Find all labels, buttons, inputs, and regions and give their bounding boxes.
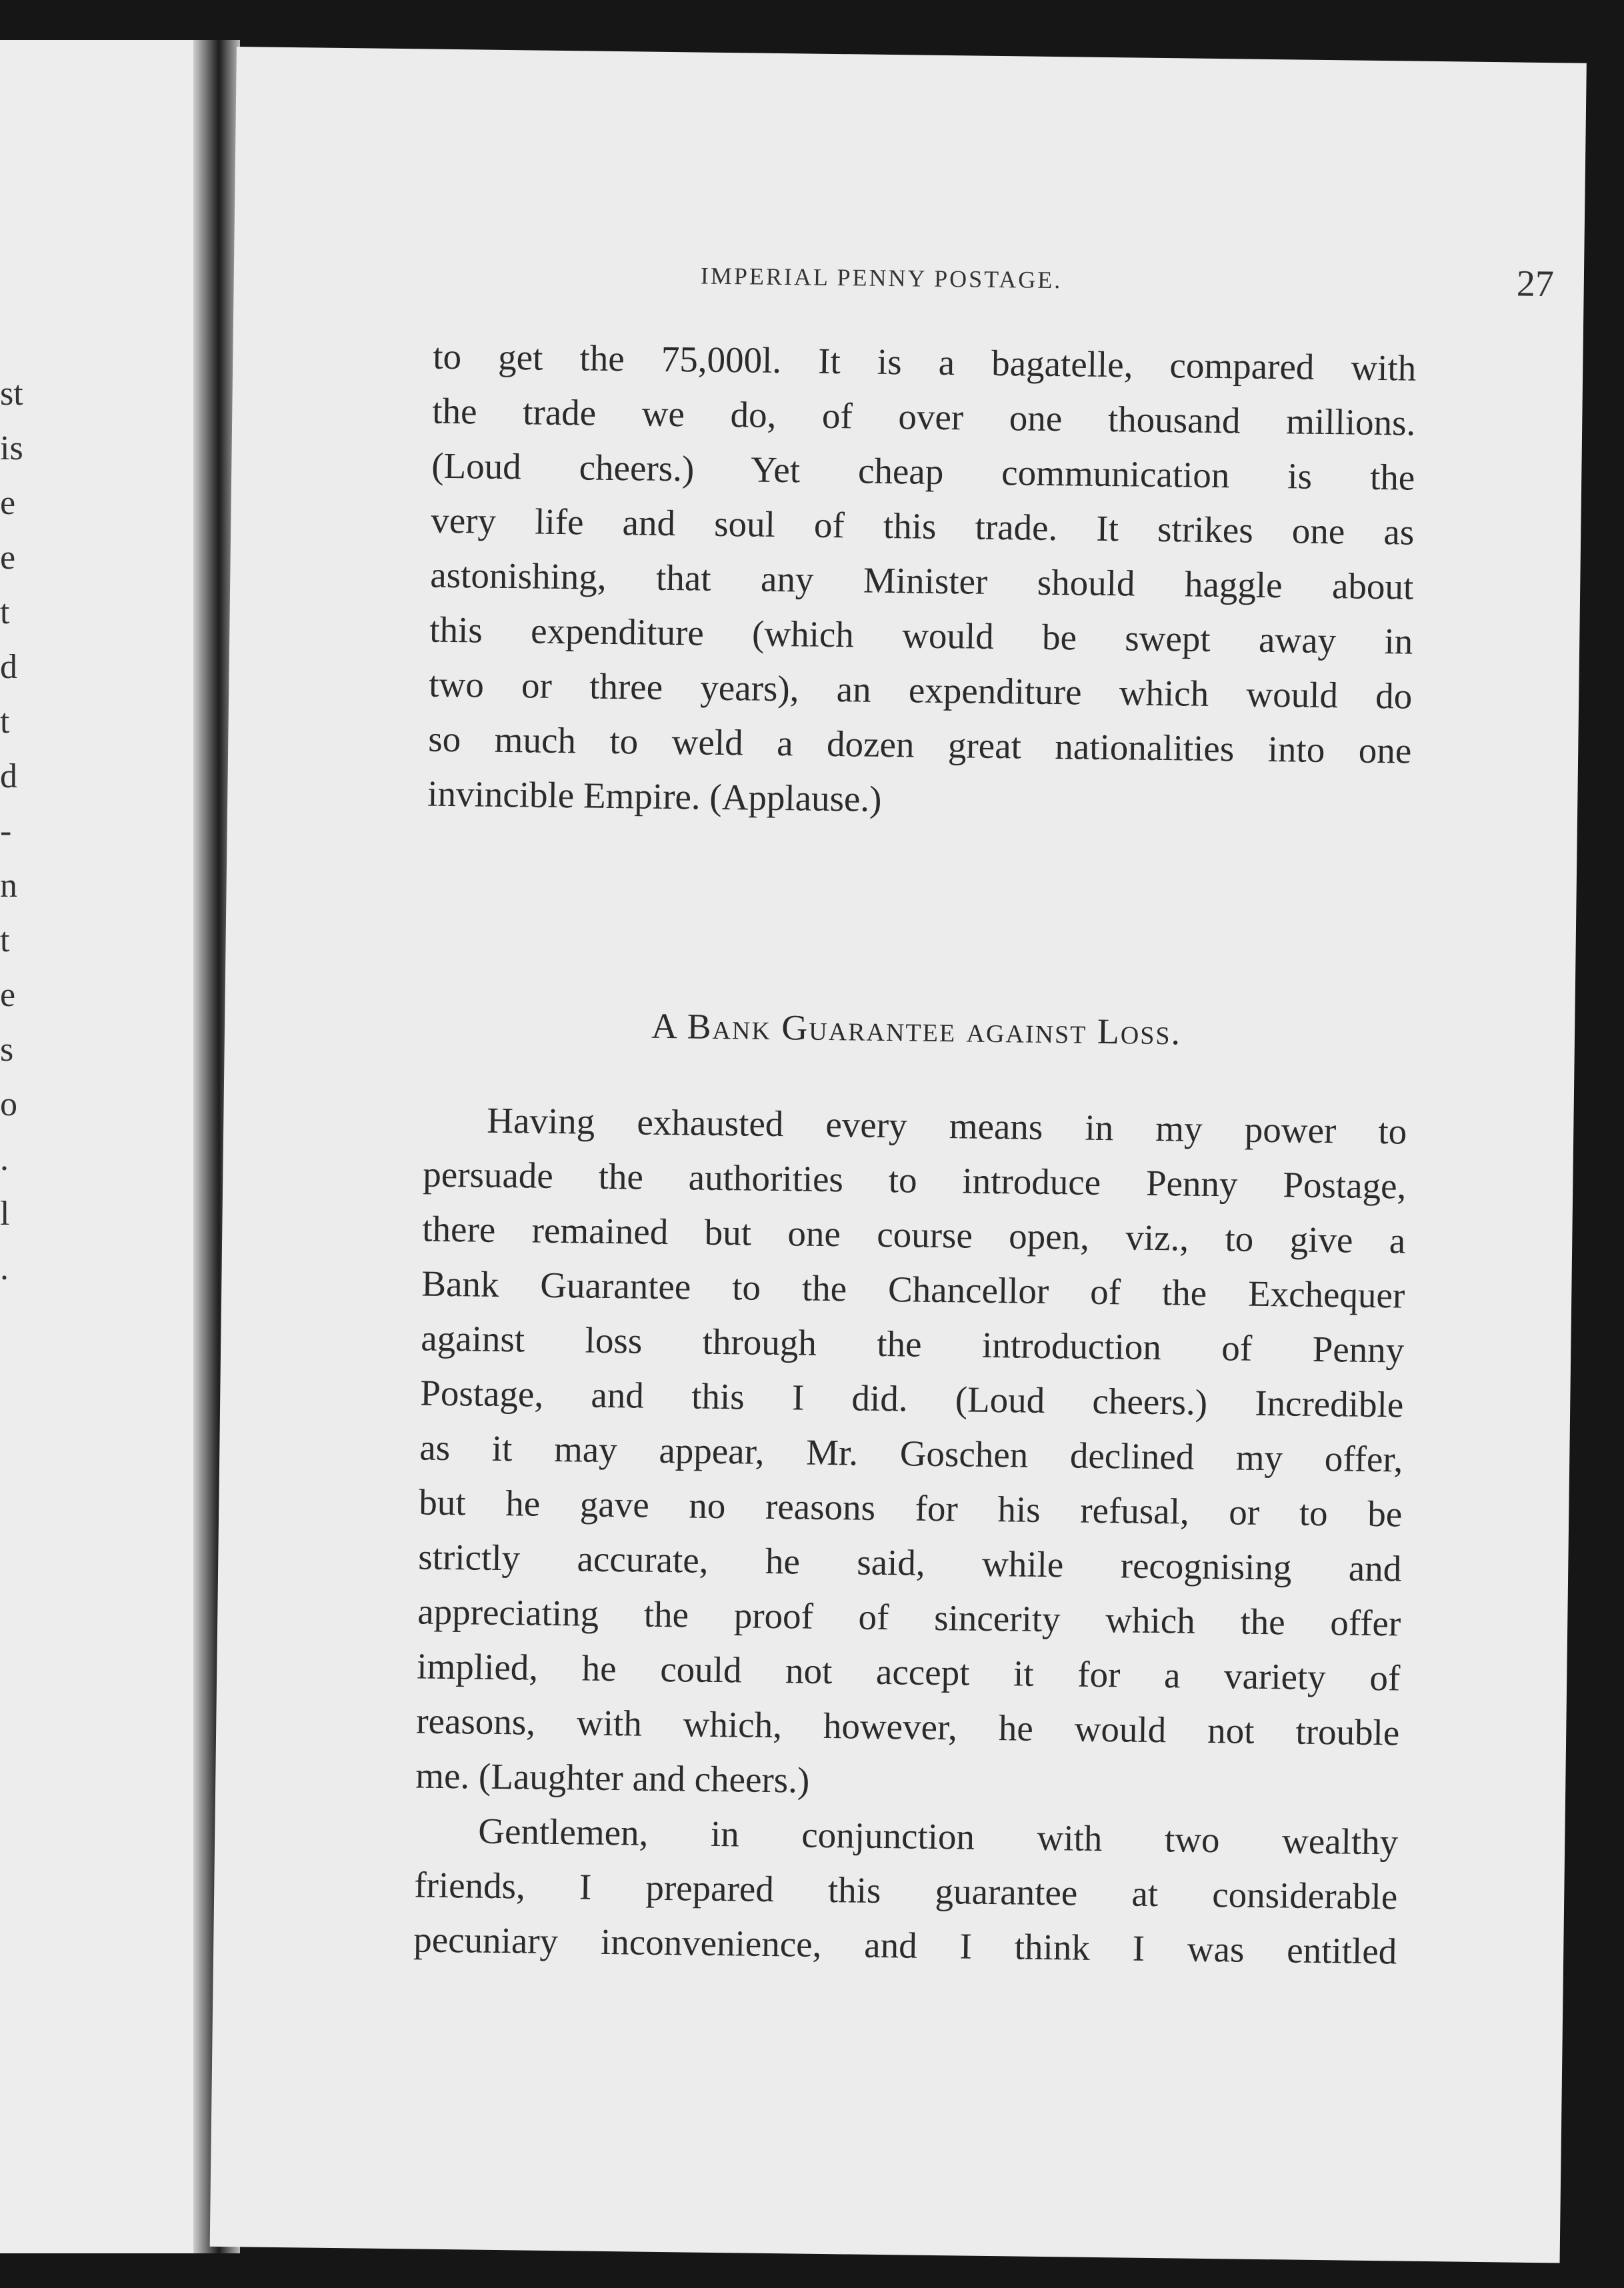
text-line: two or three years), an expenditure which would do bbox=[428, 663, 1413, 717]
text-line: me. (Laughter and cheers.) bbox=[415, 1755, 810, 1801]
text-line: to get the 75,000l. It is a bagatelle, compared with bbox=[432, 335, 1417, 389]
text-line: Bank Guarantee to the Chancellor of the Exchequer bbox=[421, 1263, 1405, 1316]
text-line: astonishing, that any Minister should haggle about bbox=[429, 554, 1414, 607]
text-line: so much to weld a dozen great nationalities into one bbox=[427, 718, 1412, 771]
text-line: pecuniary inconvenience, and I think I was entitled bbox=[413, 1919, 1397, 1972]
text-line: Having exhausted every means in my power to bbox=[486, 1099, 1407, 1152]
text-line: invincible Empire. (Applause.) bbox=[427, 773, 882, 819]
text-line: very life and soul of this trade. It strikes one as bbox=[430, 499, 1415, 553]
edge-letter: is bbox=[0, 429, 23, 467]
text-line: implied, he could not accept it for a variety of bbox=[416, 1645, 1401, 1699]
text-line: appreciating the proof of sincerity which the offer bbox=[417, 1591, 1401, 1644]
left-page-edge-text bbox=[0, 367, 27, 1296]
edge-letter: t bbox=[0, 593, 10, 631]
edge-letter: o bbox=[0, 1085, 17, 1123]
edge-letter: e bbox=[0, 976, 16, 1014]
text-line: but he gave no reasons for his refusal, or to be bbox=[418, 1481, 1403, 1535]
edge-letter: l bbox=[0, 1195, 10, 1233]
edge-letter: . bbox=[0, 1140, 9, 1178]
text-line: there remained but one course open, viz., to give a bbox=[421, 1208, 1406, 1261]
page-header bbox=[700, 253, 1554, 317]
text-line: (Loud cheers.) Yet cheap communication is the bbox=[431, 445, 1415, 498]
section-heading: A Bank Guarantee against Loss. bbox=[651, 1005, 1182, 1053]
edge-letter: t bbox=[0, 921, 10, 959]
edge-letter: st bbox=[0, 375, 23, 413]
text-line: persuade the authorities to introduce Penny Postage, bbox=[422, 1153, 1407, 1207]
edge-letter: e bbox=[0, 484, 16, 522]
text-line: reasons, with which, however, he would not trouble bbox=[415, 1700, 1400, 1753]
running-title: IMPERIAL PENNY POSTAGE. bbox=[700, 262, 1063, 294]
edge-letter: t bbox=[0, 703, 10, 741]
edge-letter: s bbox=[0, 1031, 14, 1069]
edge-letter: . bbox=[0, 1249, 9, 1287]
text-line: Gentlemen, in conjunction with two wealthy bbox=[477, 1810, 1399, 1863]
text-line: this expenditure (which would be swept away in bbox=[429, 609, 1413, 662]
text-line: strictly accurate, he said, while recognising and bbox=[417, 1536, 1402, 1589]
text-line: Postage, and this I did. (Loud cheers.) Incredible bbox=[419, 1372, 1404, 1425]
edge-letter: d bbox=[0, 648, 17, 686]
edge-letter: - bbox=[0, 812, 12, 850]
body-text bbox=[413, 1093, 1407, 1979]
left-page-fragment bbox=[0, 40, 200, 2253]
page-number: 27 bbox=[1516, 263, 1555, 305]
text-line: the trade we do, of over one thousand millions. bbox=[431, 390, 1416, 443]
text-line: against loss through the introduction of Penny bbox=[420, 1317, 1405, 1371]
right-page bbox=[210, 47, 1587, 2263]
edge-letter: d bbox=[0, 757, 17, 795]
edge-letter: e bbox=[0, 539, 16, 577]
edge-letter: n bbox=[0, 867, 17, 905]
text-line: friends, I prepared this guarantee at considerable bbox=[413, 1864, 1398, 1917]
paragraph-continued bbox=[427, 329, 1417, 833]
text-line: as it may appear, Mr. Goschen declined my offer, bbox=[419, 1427, 1403, 1480]
